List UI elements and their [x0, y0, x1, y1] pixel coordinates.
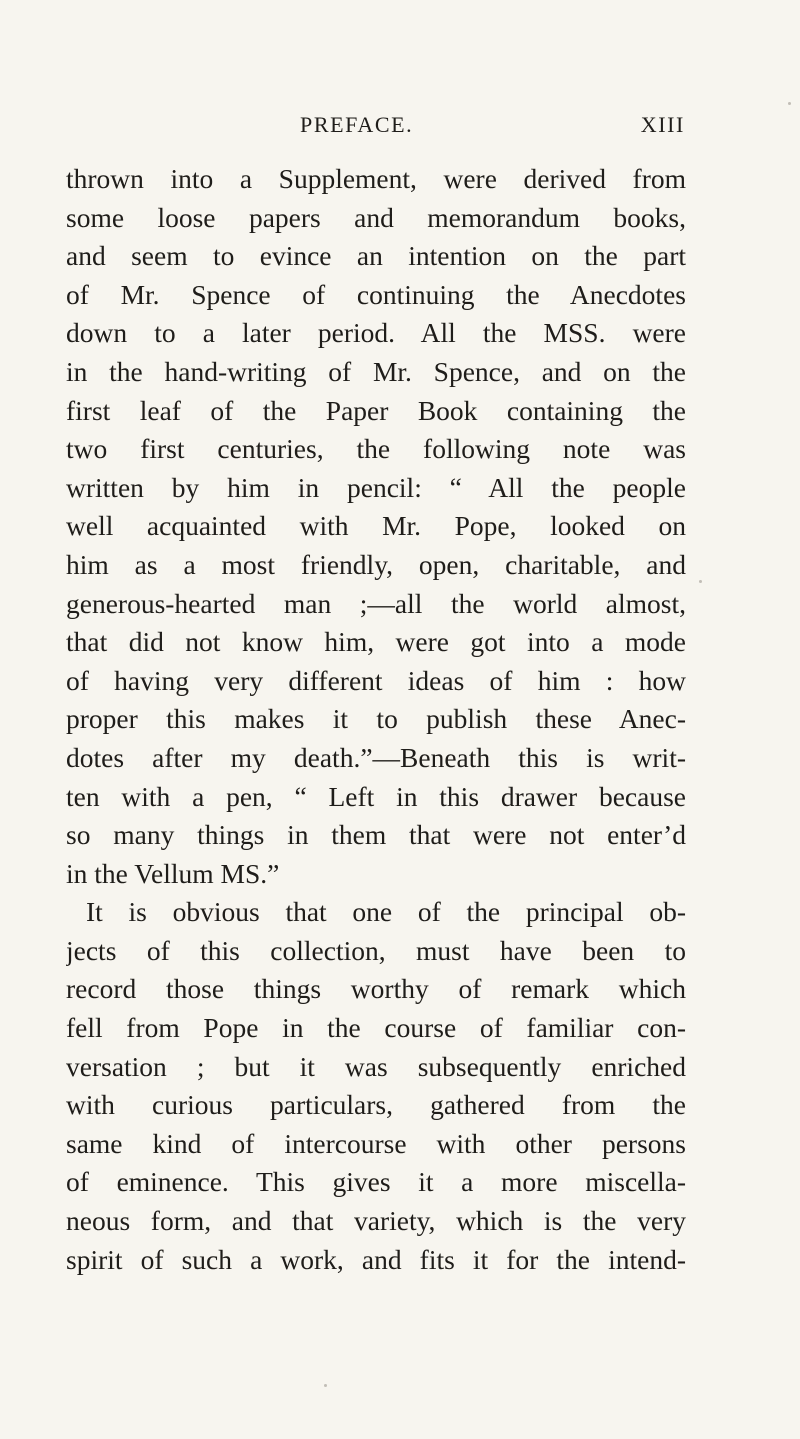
paper-speck — [788, 102, 791, 105]
text-line: down to a later period. All the MSS. were — [66, 317, 686, 349]
text-line: first leaf of the Paper Book containing the — [66, 394, 686, 426]
text-line: some loose papers and memorandum books, — [66, 201, 686, 233]
text-line: so many things in them that were not enter’d — [66, 819, 686, 851]
text-line: him as a most friendly, open, charitable, and — [66, 548, 686, 580]
text-line: that did not know him, were got into a mode — [66, 626, 686, 658]
text-line: fell from Pope in the course of familiar con- — [66, 1012, 686, 1044]
text-line: same kind of intercourse with other persons — [66, 1127, 686, 1159]
paragraph-start-line: It is obvious that one of the principal ob- — [86, 896, 686, 928]
text-line: generous-hearted man ;—all the world almost, — [66, 587, 686, 619]
text-line: in the hand-writing of Mr. Spence, and on the — [66, 355, 686, 387]
paper-speck — [324, 1384, 327, 1387]
text-line: dotes after my death.”—Beneath this is writ- — [66, 741, 686, 773]
text-line: with curious particulars, gathered from the — [66, 1089, 686, 1121]
text-line: jects of this collection, must have been to — [66, 934, 686, 966]
running-head — [300, 112, 685, 146]
text-line: record those things worthy of remark which — [66, 973, 686, 1005]
text-line: written by him in pencil: “ All the people — [66, 471, 686, 503]
text-line: ten with a pen, “ Left in this drawer because — [66, 780, 686, 812]
running-head-title: PREFACE. — [300, 112, 414, 137]
text-line: two first centuries, the following note was — [66, 433, 686, 465]
page-number: XIII — [640, 112, 685, 137]
text-line: versation ; but it was subsequently enriched — [66, 1050, 686, 1082]
text-line: of Mr. Spence of continuing the Anecdotes — [66, 278, 686, 310]
text-line: and seem to evince an intention on the part — [66, 240, 686, 272]
text-line: of having very different ideas of him : how — [66, 664, 686, 696]
text-line: thrown into a Supplement, were derived from — [66, 163, 686, 194]
text-line: of eminence. This gives it a more miscella- — [66, 1166, 686, 1198]
text-line: spirit of such a work, and fits it for the intend- — [66, 1243, 686, 1275]
text-line: proper this makes it to publish these Anec- — [66, 703, 686, 735]
text-line: well acquainted with Mr. Pope, looked on — [66, 510, 686, 542]
text-line: neous form, and that variety, which is the very — [66, 1205, 686, 1237]
paragraph-end-line: in the Vellum MS.” — [66, 857, 280, 889]
body-text — [66, 160, 686, 1279]
paper-speck — [699, 580, 702, 583]
